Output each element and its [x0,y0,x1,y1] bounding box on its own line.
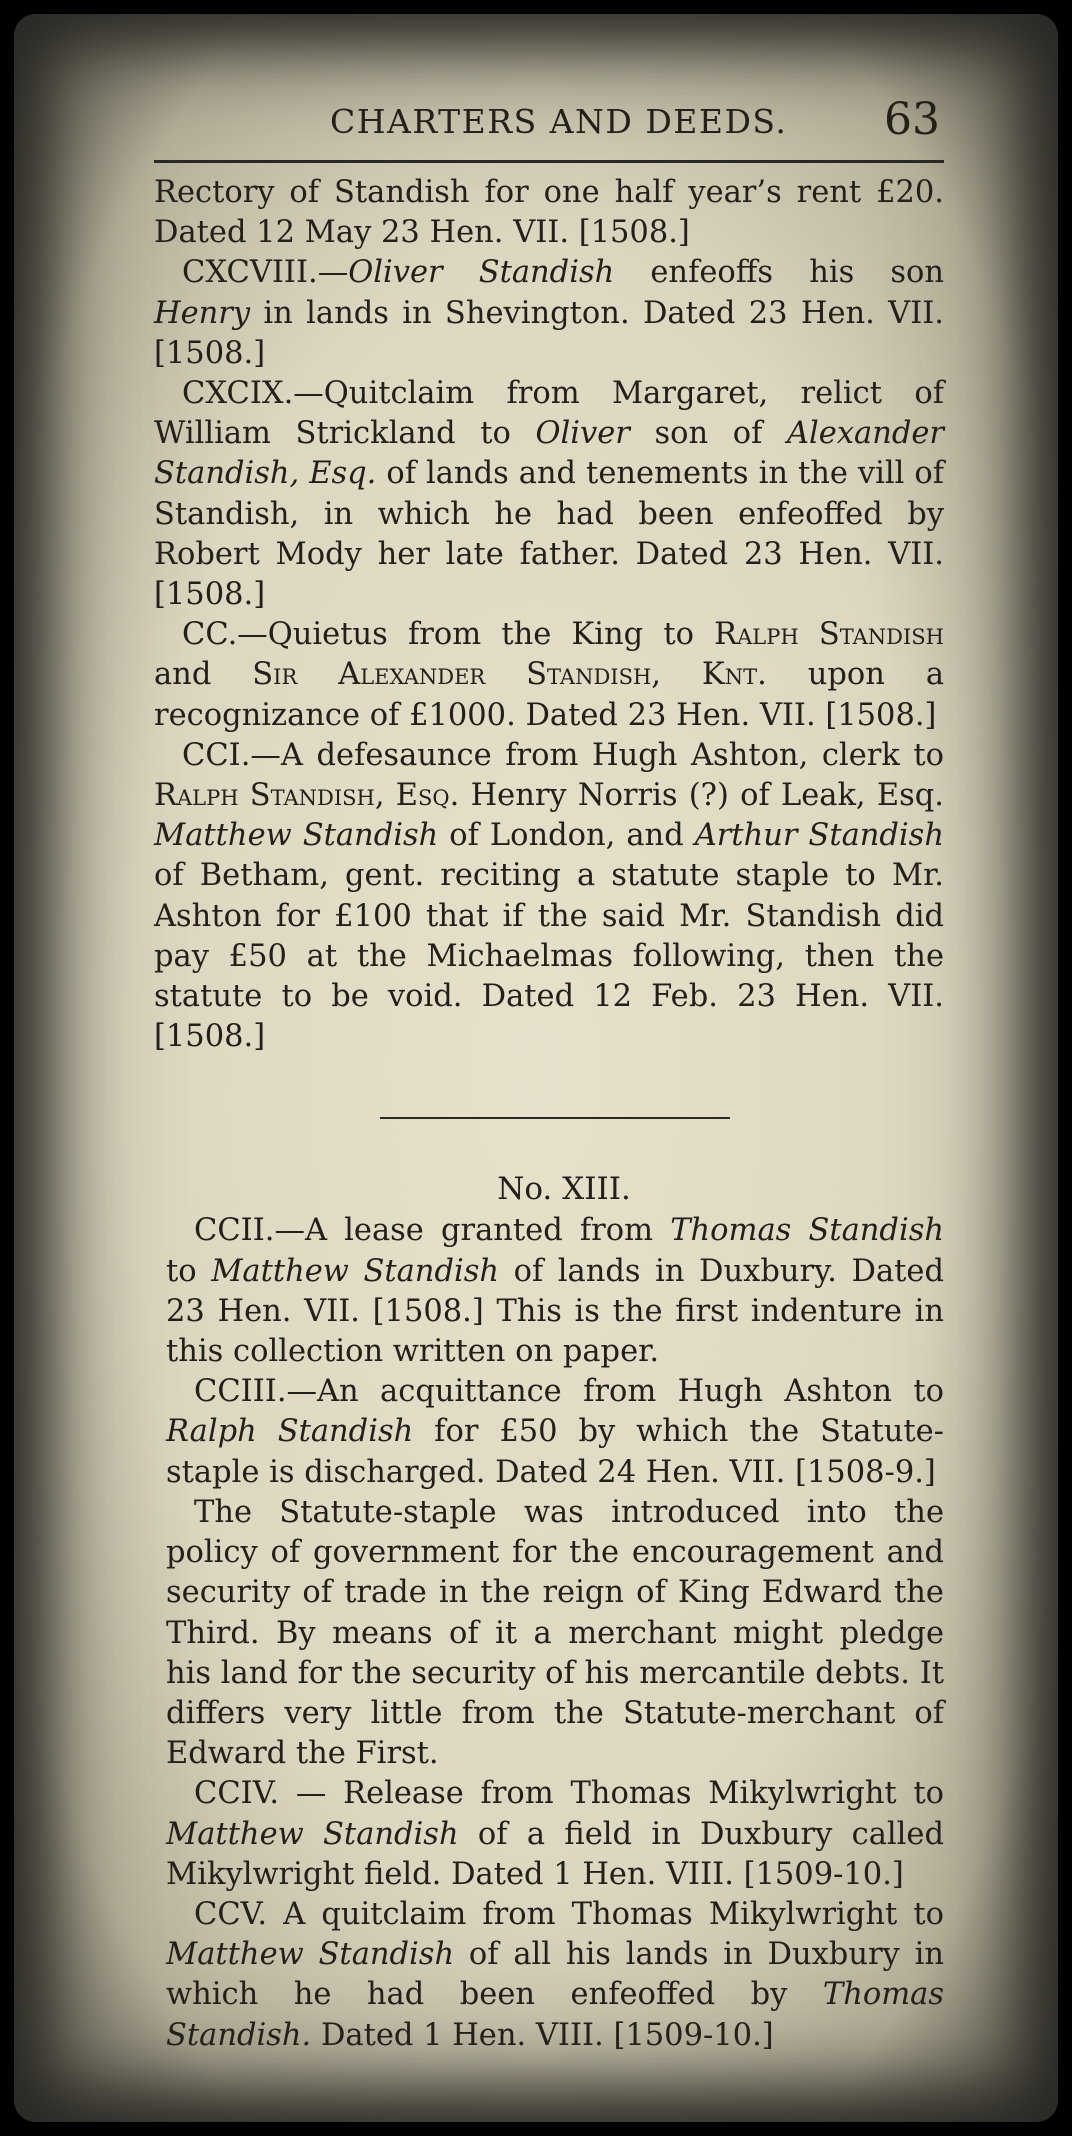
running-header [154,94,944,163]
text-run: Dated 1 Hen. VIII. [1509-10.] [311,2017,774,2053]
small-caps-run: Sir Alexander Standish, Knt. [252,657,767,693]
paragraph [154,253,944,374]
small-caps-run: Ralph Standish [714,617,944,653]
section-title: No. XIII. [497,1171,631,1208]
text-run: to [166,1253,212,1289]
italic-run: Thomas Standish [670,1213,944,1249]
page-frame [14,14,1058,2122]
text-run: of lands and tenements in the vill of Standish, in which he had been enfeoffed by Robert Mody her late father. Dated 23 Hen. VII. [1508.] [154,456,945,613]
italic-run: Matthew Standish [211,1253,500,1289]
italic-run: Matthew Standish [166,1937,455,1973]
italic-run: Henry [154,295,251,331]
paragraph [154,615,944,736]
header-title: CHARTERS AND DEEDS. [330,102,788,141]
italic-run: Alexander Standish, Esq. [154,416,944,492]
paragraph [154,736,944,1058]
italic-run: Oliver Standish [348,255,615,291]
text-run: enfeoffs his son [614,255,945,291]
italic-run: Thomas Standish. [166,1977,944,2053]
text-run: CCV. A quitclaim from Thomas Mikylwright to [194,1896,944,1932]
text-run: son of [629,416,787,452]
paragraph [166,1372,944,1493]
text-run: in lands in Shevington. Dated 23 Hen. VII. [1508.] [154,295,944,371]
text-run: of London, and [438,818,695,854]
text-run: Rectory of Standish for one half year’s rent £20. Dated 12 May 23 Hen. VII. [1508.] [154,175,944,251]
text-run: CCII.—A lease granted from [194,1213,671,1249]
text-run: of all his lands in Duxbury in which he had been enfeoffed by [166,1937,944,2013]
paragraph [166,1211,944,1372]
section-text-top [154,173,944,1057]
text-run: of a field in Duxbury called Mikylwright field. Dated 1 Hen. VIII. [1509-10.] [166,1816,944,1892]
paragraph [166,1895,944,2056]
section-text-bottom [154,1211,944,2055]
text-run: of Betham, gent. reciting a statute staple to Mr. Ashton for £100 that if the said Mr. Standish did pay £50 at the Michaelmas following, then the statute to be void. Dated 12 Feb. 23 Hen. VII. [1508.] [154,858,944,1055]
italic-run: Matthew Standish [166,1816,459,1852]
text-run: upon a recognizance of £1000. Dated 23 Hen. VII. [1508.] [154,657,944,733]
small-caps-run: Ralph Standish, Esq. [154,778,460,814]
italic-run: Matthew Standish [154,818,439,854]
text-run: for £50 by which the Statute-staple is discharged. Dated 24 Hen. VII. [1508-9.] [166,1414,944,1490]
text-run: CC.—Quietus from the King to [182,617,715,653]
text-run: CCIII.—An acquittance from Hugh Ashton to [194,1374,944,1410]
text-run: and [154,657,253,693]
text-run: The Statute-staple was introduced into the policy of government for the encouragement and security of trade in the reign of King Edward the Third. By means of it a merchant might pledge his land for the security of his mercantile debts. It differs very little from the Statute-merchant of Edward the First. [166,1494,944,1772]
page-number: 63 [884,94,940,145]
italic-run: Arthur Standish [694,818,944,854]
paragraph [154,374,944,615]
text-run: CXCIX.—Quitclaim from Margaret, relict of William Strickland to [154,376,944,452]
paragraph [154,173,944,253]
italic-run: Oliver [535,416,630,452]
text-run: CCIV. — Release from Thomas Mikylwright to [194,1776,944,1812]
text-run: CXCVIII.— [182,255,349,291]
text-run: Henry Norris (?) of Leak, Esq. [459,778,944,814]
paragraph [166,1493,944,1774]
text-run: CCI.—A defesaunce from Hugh Ashton, clerk to [182,737,944,773]
section-divider [380,1117,730,1119]
paragraph [166,1774,944,1895]
text-run: of lands in Duxbury. Dated 23 Hen. VII. [1508.] This is the first indenture in this collection written on paper. [166,1253,944,1370]
book-page [154,94,944,2084]
italic-run: Ralph Standish [166,1414,414,1450]
